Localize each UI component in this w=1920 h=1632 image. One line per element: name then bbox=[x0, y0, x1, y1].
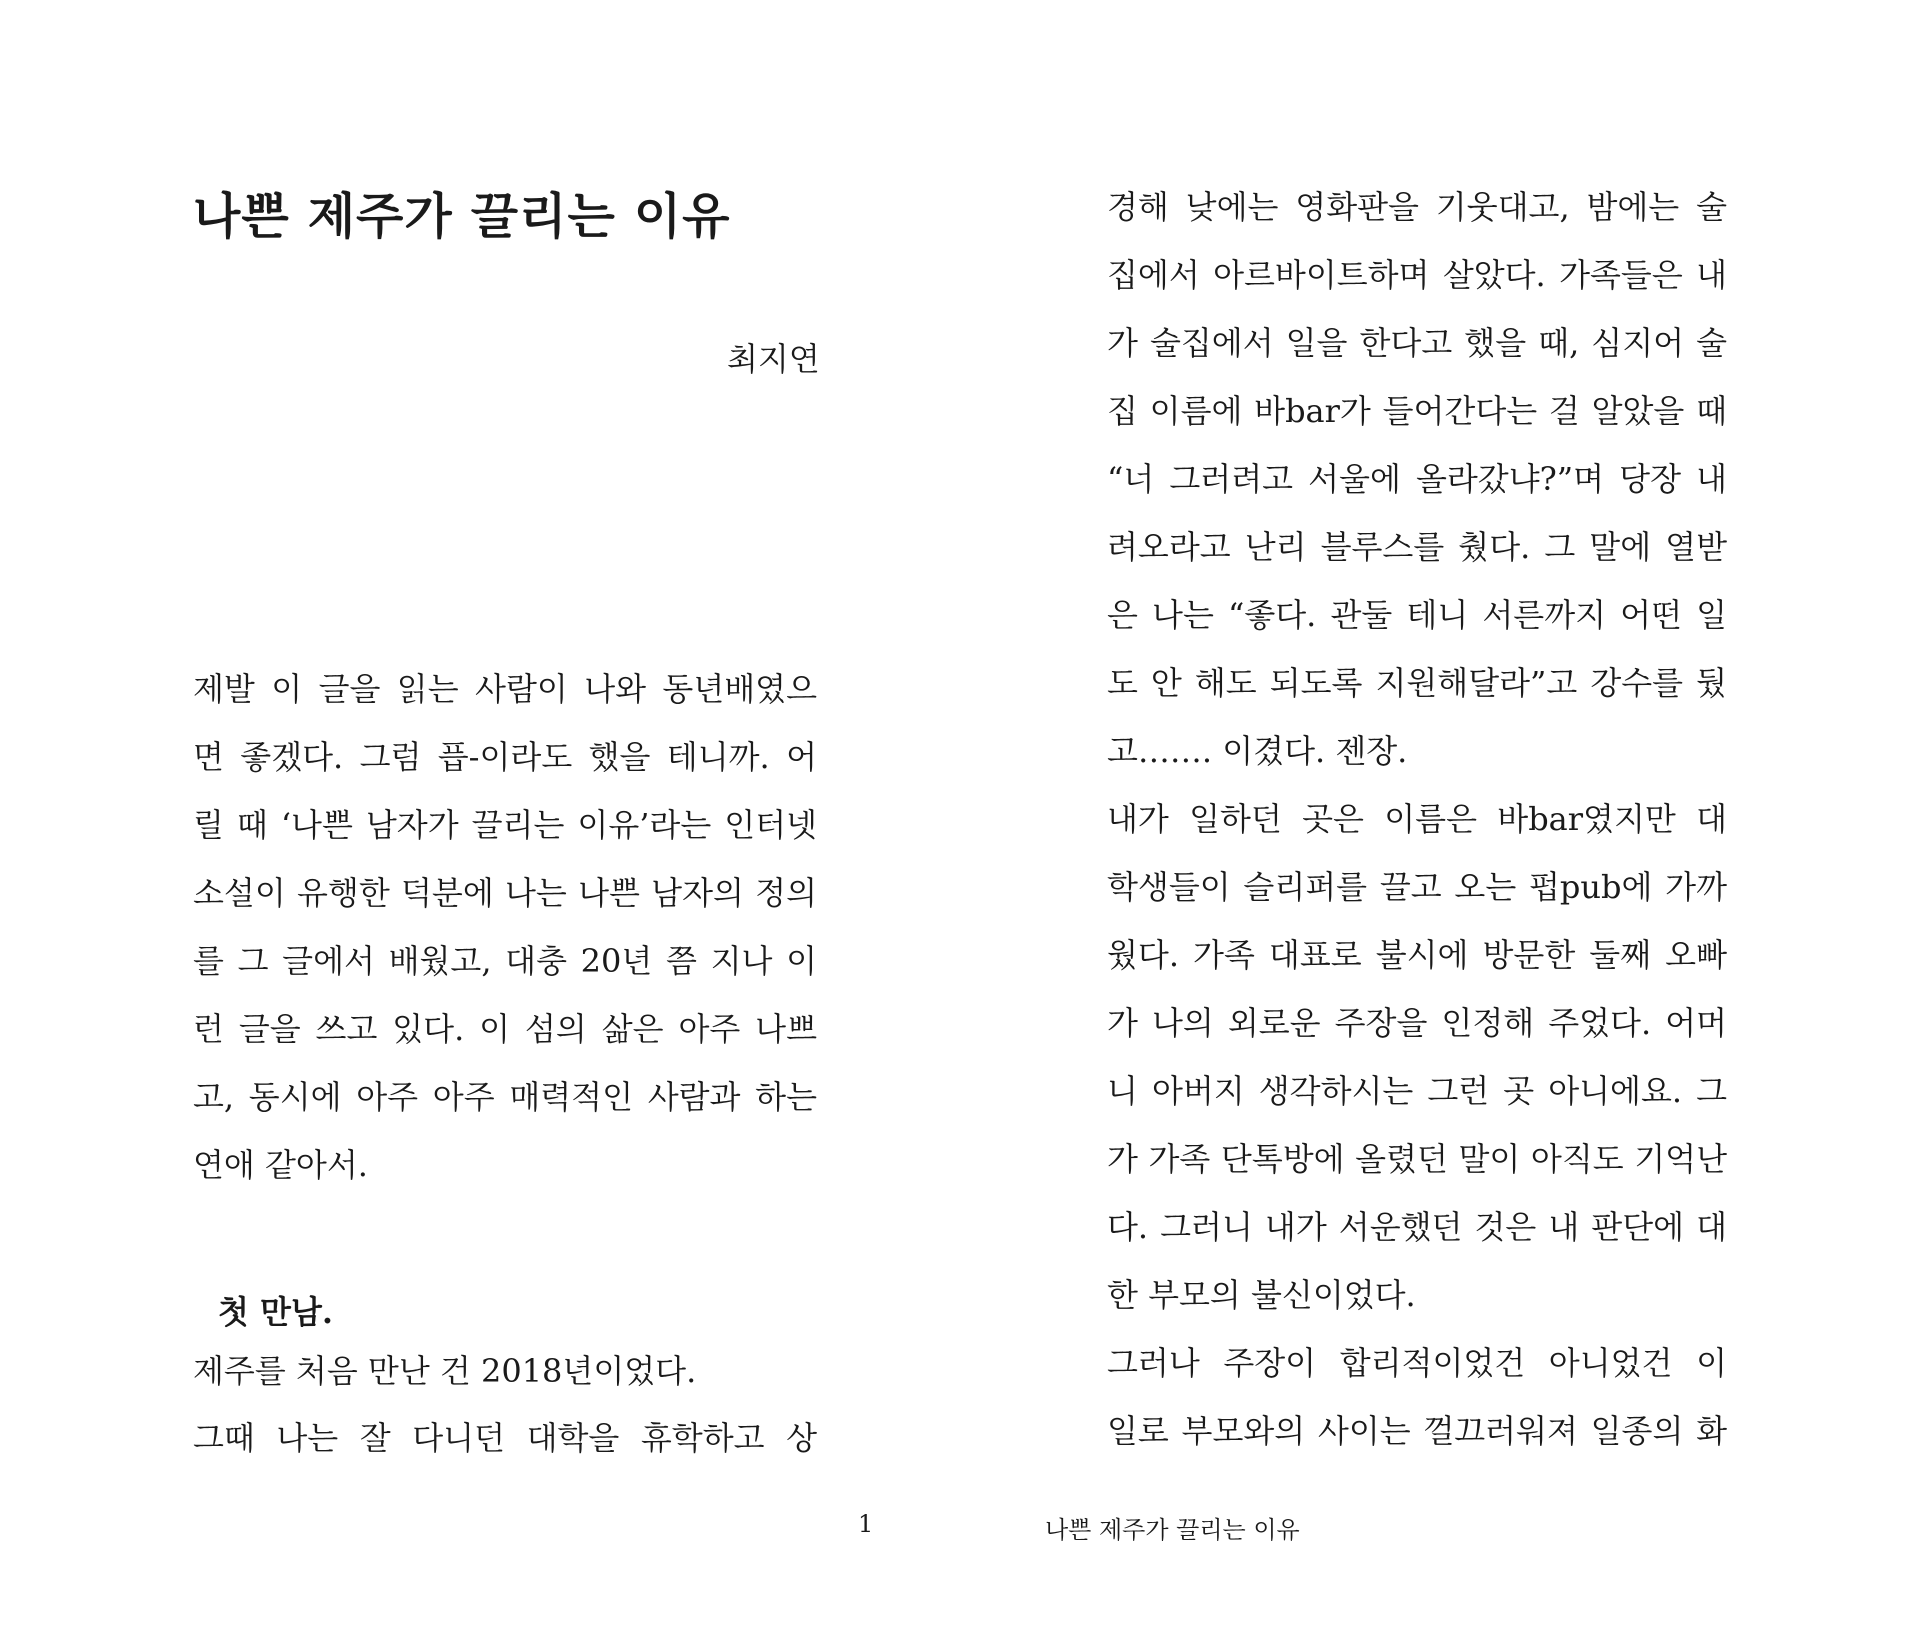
running-title: 나쁜 제주가 끌리는 이유 bbox=[1045, 1516, 1300, 1544]
paragraph-line: 집 이름에 바bar가 들어간다는 걸 알았을 때 bbox=[1107, 392, 1727, 430]
paragraph-line: 면 좋겠다. 그럼 픕-이라도 했을 테니까. 어 bbox=[193, 738, 817, 776]
section-heading: 첫 만남. bbox=[218, 1293, 334, 1331]
paragraph-line: 고, 동시에 아주 아주 매력적인 사람과 하는 bbox=[193, 1078, 817, 1116]
paragraph-line: 를 그 글에서 배웠고, 대충 20년 쯤 지나 이 bbox=[193, 942, 817, 980]
paragraph-line: 경해 낮에는 영화판을 기웃대고, 밤에는 술 bbox=[1107, 188, 1727, 226]
paragraph-line: 려오라고 난리 블루스를 췄다. 그 말에 열받 bbox=[1107, 528, 1727, 566]
paragraph-line: 그러나 주장이 합리적이었건 아니었건 이 bbox=[1107, 1344, 1727, 1382]
paragraph-line: “너 그러려고 서울에 올라갔냐?”며 당장 내 bbox=[1107, 460, 1727, 498]
paragraph-line: 소설이 유행한 덕분에 나는 나쁜 남자의 정의 bbox=[193, 874, 817, 912]
paragraph-line: 한 부모의 불신이었다. bbox=[1107, 1276, 1416, 1314]
paragraph-line: 가 가족 단톡방에 올렸던 말이 아직도 기억난 bbox=[1107, 1140, 1727, 1178]
paragraph-line: 그때 나는 잘 다니던 대학을 휴학하고 상 bbox=[193, 1419, 817, 1457]
page-number: 1 bbox=[858, 1510, 874, 1538]
paragraph-line: 연애 같아서. bbox=[193, 1146, 368, 1184]
paragraph-line: 릴 때 ‘나쁜 남자가 끌리는 이유’라는 인터넷 bbox=[193, 806, 817, 844]
paragraph-line: 고……. 이겼다. 젠장. bbox=[1107, 732, 1408, 770]
paragraph-line: 제발 이 글을 읽는 사람이 나와 동년배였으 bbox=[193, 670, 817, 708]
paragraph-line: 집에서 아르바이트하며 살았다. 가족들은 내 bbox=[1107, 256, 1727, 294]
paragraph-line: 제주를 처음 만난 건 2018년이었다. bbox=[193, 1352, 697, 1390]
author-name: 최지연 bbox=[727, 340, 820, 378]
paragraph-line: 일로 부모와의 사이는 껄끄러워져 일종의 화 bbox=[1107, 1412, 1727, 1450]
page-title: 나쁜 제주가 끌리는 이유 bbox=[193, 188, 731, 245]
paragraph-line: 도 안 해도 되도록 지원해달라”고 강수를 뒀 bbox=[1107, 664, 1727, 702]
paragraph-line: 런 글을 쓰고 있다. 이 섬의 삶은 아주 나쁘 bbox=[193, 1010, 817, 1048]
paragraph-line: 은 나는 “좋다. 관둘 테니 서른까지 어떤 일 bbox=[1107, 596, 1727, 634]
paragraph-line: 학생들이 슬리퍼를 끌고 오는 펍pub에 가까 bbox=[1107, 868, 1727, 906]
paragraph-line: 다. 그러니 내가 서운했던 것은 내 판단에 대 bbox=[1107, 1208, 1727, 1246]
paragraph-line: 가 술집에서 일을 한다고 했을 때, 심지어 술 bbox=[1107, 324, 1727, 362]
paragraph-line: 니 아버지 생각하시는 그런 곳 아니에요. 그 bbox=[1107, 1072, 1727, 1110]
paragraph-line: 내가 일하던 곳은 이름은 바bar였지만 대 bbox=[1107, 800, 1727, 838]
paragraph-line: 웠다. 가족 대표로 불시에 방문한 둘째 오빠 bbox=[1107, 936, 1727, 974]
paragraph-line: 가 나의 외로운 주장을 인정해 주었다. 어머 bbox=[1107, 1004, 1727, 1042]
